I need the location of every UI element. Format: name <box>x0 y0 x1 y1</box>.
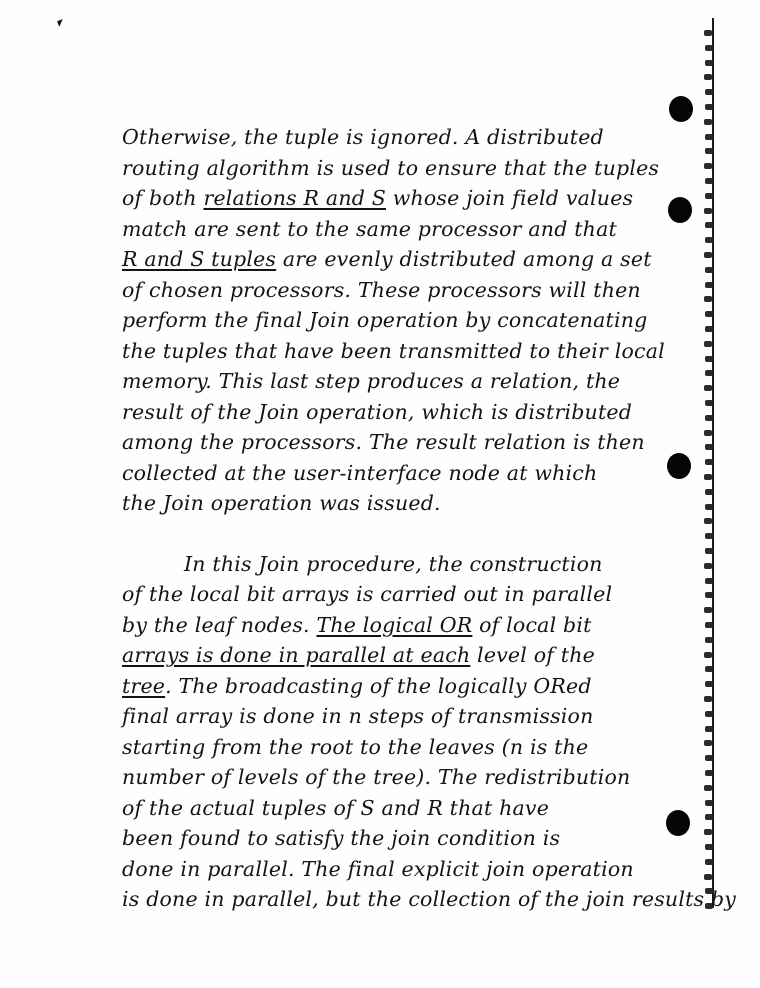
perforation-mark <box>705 592 713 598</box>
text-segment: number of levels of the tree). The redistribution <box>122 765 631 789</box>
text-segment: final array is done in n steps of transmission <box>122 704 594 728</box>
perforation-mark <box>704 785 712 791</box>
text-line <box>122 701 702 732</box>
perforation-mark <box>705 89 713 95</box>
text-segment: . The broadcasting of the logically ORed <box>165 673 592 698</box>
perforation-mark <box>705 711 713 717</box>
text-segment: starting from the root to the leaves (n is the <box>122 734 589 759</box>
perforation-mark <box>705 755 713 761</box>
perforation-mark <box>705 148 713 154</box>
text-segment: by the leaf nodes. <box>122 612 317 637</box>
perforation-mark <box>704 607 712 613</box>
text-line <box>122 305 702 336</box>
text-segment: routing algorithm is used to ensure that the tuples <box>122 155 660 180</box>
perforation-mark <box>704 474 712 480</box>
text-line <box>122 458 702 489</box>
text-segment: the tuples that have been transmitted to their local <box>122 338 665 363</box>
text-segment: result of the Join operation, which is distributed <box>122 399 633 424</box>
perforation-mark <box>704 341 712 347</box>
text-segment: match are sent to the same processor and that <box>122 216 617 241</box>
perforation-mark <box>704 163 712 169</box>
underlined-text: relations R and S <box>203 186 387 210</box>
text-segment: of both <box>122 186 204 210</box>
text-segment: of the actual tuples of S and R that have <box>122 795 550 820</box>
perforation-mark <box>704 740 712 746</box>
perforation-mark <box>704 874 712 880</box>
perforation-mark <box>705 134 713 140</box>
text-segment: done in parallel. The final explicit join operation <box>122 856 634 881</box>
perforation-mark <box>704 652 712 658</box>
text-line <box>122 884 737 915</box>
perforation-mark <box>705 444 713 450</box>
paragraph-gap <box>122 519 702 549</box>
perforation-mark <box>704 518 712 524</box>
text-line <box>122 153 702 184</box>
perforation-mark <box>704 385 712 391</box>
text-line <box>122 427 702 458</box>
perforation-mark <box>705 178 713 184</box>
perforation-mark <box>705 193 713 199</box>
text-line <box>122 488 702 519</box>
text-line <box>122 183 702 214</box>
text-line <box>122 732 702 763</box>
perforation-mark <box>705 400 713 406</box>
perforation-mark <box>705 326 713 332</box>
text-segment: the Join operation was issued. <box>122 491 441 515</box>
perforation-mark <box>705 578 713 584</box>
text-line <box>122 579 702 610</box>
perforation-mark <box>705 504 713 510</box>
text-segment: are evenly distributed among a set <box>276 247 652 271</box>
text-line <box>122 640 702 671</box>
text-segment: whose join field values <box>386 186 634 210</box>
perforation-mark <box>705 267 713 273</box>
text-segment: is done in parallel, but the collection of the join results by <box>122 887 737 911</box>
perforation-mark <box>704 30 712 36</box>
text-line <box>122 214 702 245</box>
perforation-mark <box>705 370 713 376</box>
text-line <box>122 762 702 793</box>
perforation-mark <box>705 859 713 865</box>
perforation-mark <box>704 119 712 125</box>
text-line <box>122 793 702 824</box>
perforation-mark <box>705 104 713 110</box>
perforation-mark <box>705 45 713 51</box>
perforation-mark <box>704 208 712 214</box>
text-segment: In this Join procedure, the construction <box>184 551 603 576</box>
text-line <box>122 610 702 641</box>
perforation-mark <box>705 415 713 421</box>
text-line <box>122 244 702 275</box>
perforation-mark <box>705 666 713 672</box>
perforation-mark <box>704 696 712 702</box>
perforation-mark <box>705 489 713 495</box>
perforation-mark <box>705 311 713 317</box>
perforation-mark <box>704 252 712 258</box>
perforation-mark <box>705 637 713 643</box>
text-line <box>122 366 702 397</box>
underlined-text: arrays is done in parallel at each <box>122 643 471 667</box>
text-line <box>122 275 702 306</box>
text-line <box>122 336 702 367</box>
text-segment: memory. This last step produces a relation, the <box>122 369 621 393</box>
text-segment: of local bit <box>472 612 592 637</box>
perforation-mark <box>705 459 713 465</box>
perforation-mark <box>704 74 712 80</box>
perforation-strip <box>703 30 715 910</box>
text-segment: been found to satisfy the join condition is <box>122 826 561 850</box>
text-segment: of the local bit arrays is carried out in parallel <box>122 582 613 606</box>
perforation-mark <box>705 770 713 776</box>
underlined-text: The logical OR <box>316 612 473 637</box>
perforation-mark <box>705 282 713 288</box>
handwritten-text <box>122 122 737 915</box>
perforation-mark <box>705 222 713 228</box>
underlined-text: tree <box>122 673 166 698</box>
text-line <box>122 823 702 854</box>
perforation-mark <box>705 844 713 850</box>
text-segment: of chosen processors. These processors will then <box>122 277 641 302</box>
perforation-mark <box>705 237 713 243</box>
perforation-mark <box>705 726 713 732</box>
text-line <box>122 549 702 580</box>
perforation-mark <box>704 563 712 569</box>
perforation-mark <box>705 814 713 820</box>
text-line <box>122 854 702 885</box>
corner-mark <box>57 19 65 27</box>
text-segment: among the processors. The result relation is then <box>122 430 645 454</box>
text-line <box>122 671 702 702</box>
text-line <box>122 397 702 428</box>
perforation-mark <box>704 430 712 436</box>
perforation-mark <box>705 622 713 628</box>
perforation-mark <box>705 800 713 806</box>
perforation-mark <box>704 829 712 835</box>
text-segment: perform the final Join operation by concatenating <box>122 308 648 332</box>
binder-hole <box>669 96 693 122</box>
underlined-text: R and S tuples <box>122 247 277 271</box>
text-segment: Otherwise, the tuple is ignored. A distributed <box>122 125 604 149</box>
text-line <box>122 122 702 153</box>
perforation-mark <box>705 548 713 554</box>
text-segment: collected at the user-interface node at which <box>122 460 598 485</box>
perforation-mark <box>705 681 713 687</box>
perforation-mark <box>705 533 713 539</box>
perforation-mark <box>704 296 712 302</box>
perforation-mark <box>705 60 713 66</box>
text-segment: level of the <box>470 643 595 667</box>
perforation-mark <box>705 356 713 362</box>
